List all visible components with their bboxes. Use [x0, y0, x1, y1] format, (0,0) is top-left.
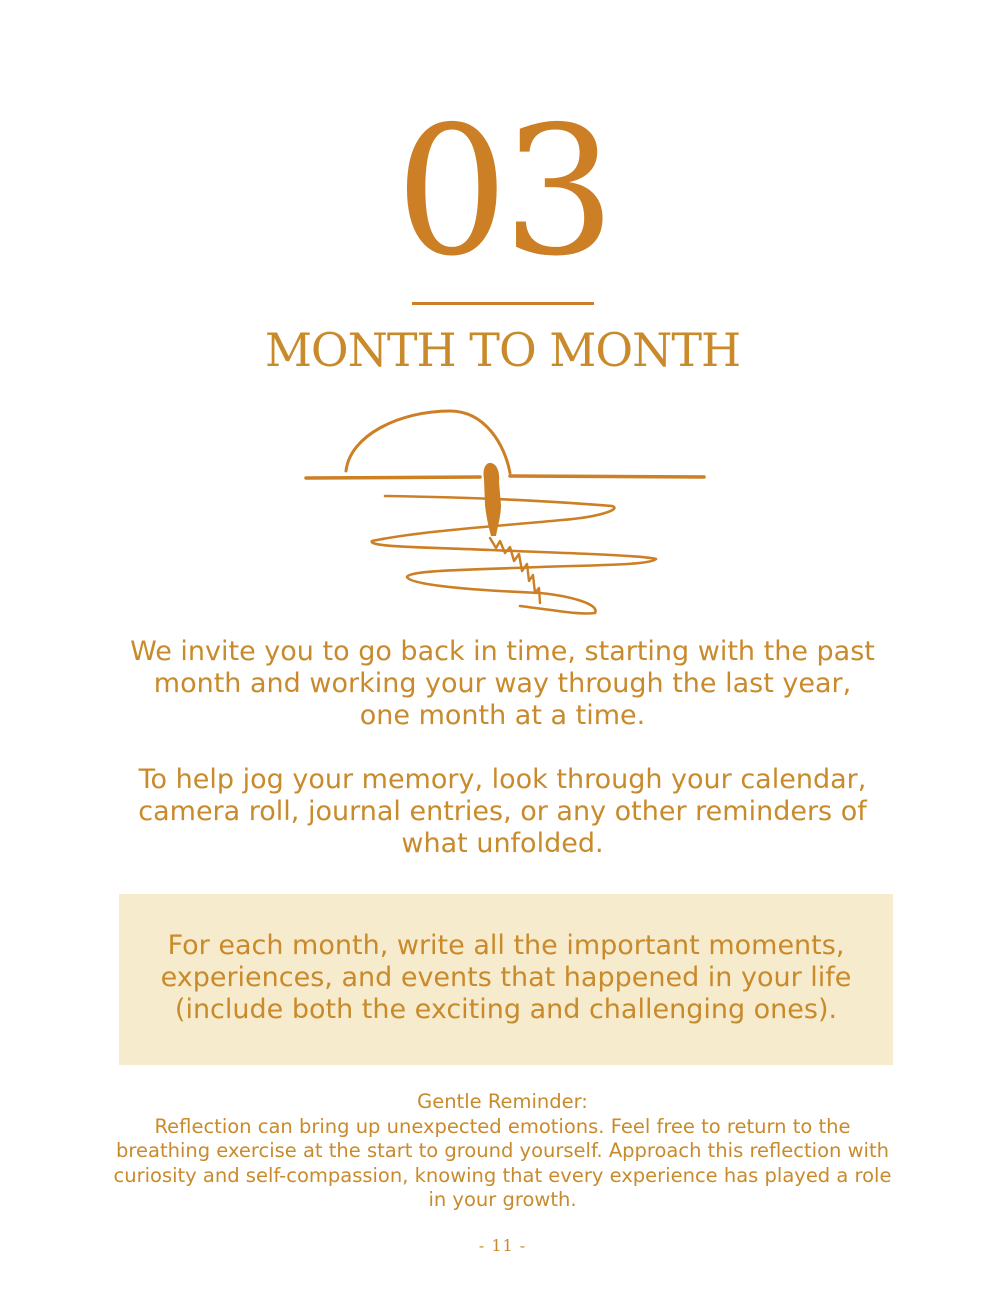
chapter-title: MONTH TO MONTH — [264, 323, 741, 377]
chapter-number: 03 — [395, 88, 610, 295]
page-number: - 11 - — [478, 1236, 527, 1255]
title-divider — [412, 302, 594, 305]
intro-text — [130, 636, 875, 860]
instruction-callout — [119, 894, 893, 1065]
callout-text: For each month, write all the important moments, experiences, and events that happened in your life (include both the exciting and challenging ones). — [160, 930, 852, 1025]
intro-paragraph-2: To help jog your memory, look through your calendar, camera roll, journal entries, or any other reminders of what unfolded. — [138, 764, 867, 859]
gentle-reminder — [110, 1090, 895, 1213]
reminder-body: Reflection can bring up unexpected emotions. Feel free to return to the breathing exercise at the start to ground yourself. Approach this reflection with curiosity and self-compassion, knowing that every experience has played a role in your growth. — [113, 1114, 892, 1211]
intro-paragraph-1: We invite you to go back in time, starting with the past month and working your way through the last year, one month at a time. — [130, 636, 875, 731]
reminder-heading: Gentle Reminder: — [417, 1090, 588, 1113]
sunset-figure-path-icon — [300, 405, 710, 620]
